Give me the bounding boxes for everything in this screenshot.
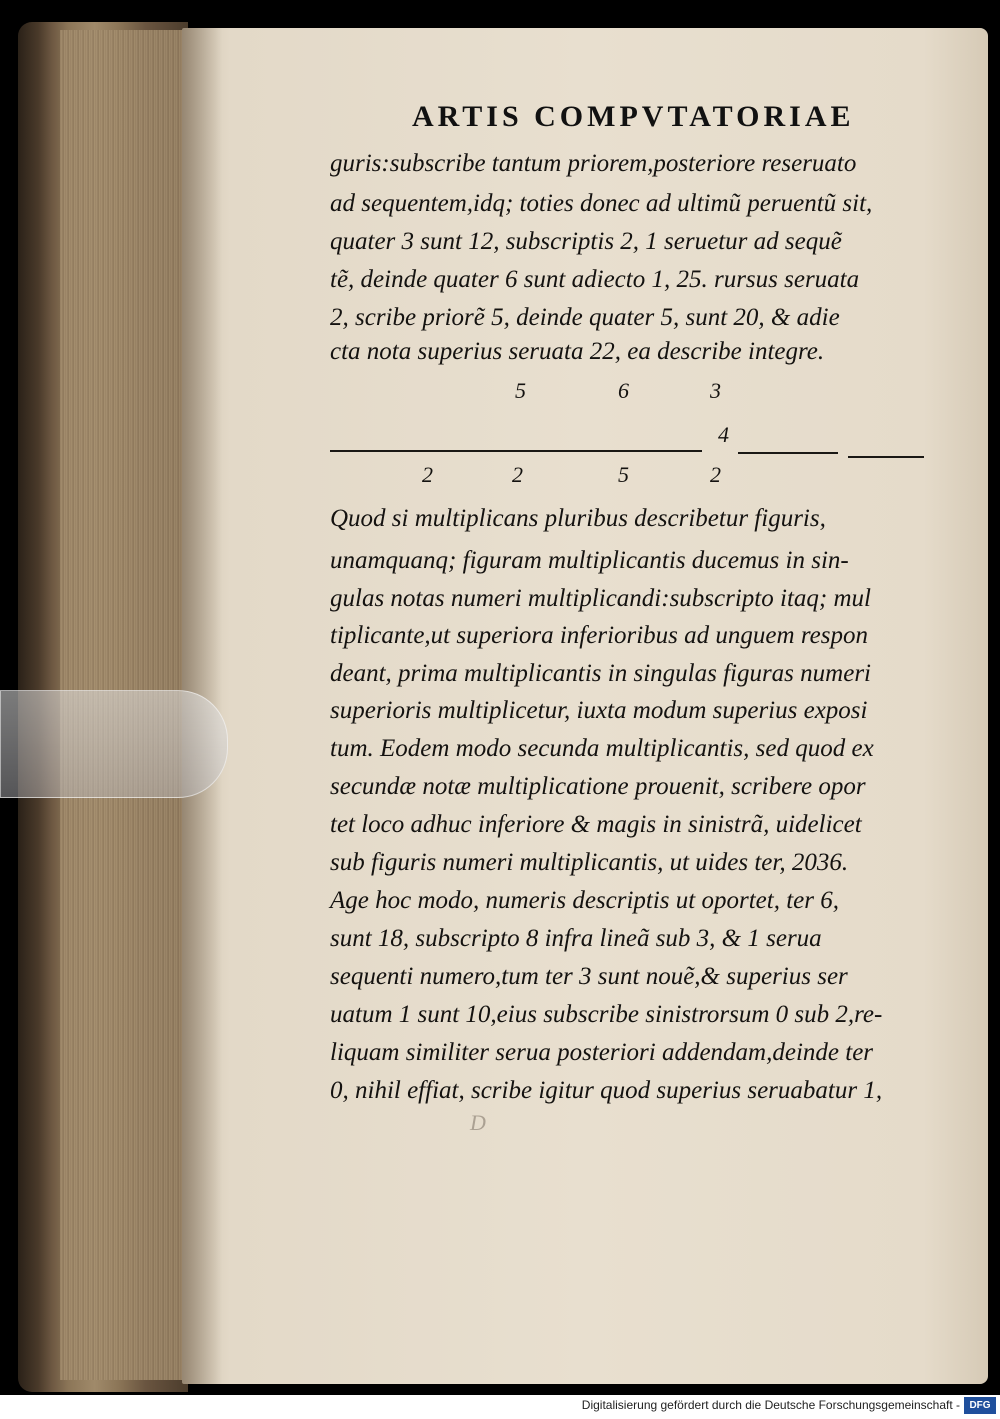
example-top-digit: 6 [618,378,629,403]
example-rule [848,456,924,458]
text-line: quater 3 sunt 12, subscriptis 2, 1 seruetur ad sequẽ [330,228,842,255]
text-line: gulas notas numeri multiplicandi:subscripto itaq; mul [330,585,871,612]
example-bottom-digit: 2 [512,462,523,487]
text-line: tiplicante,ut superiora inferioribus ad unguem respon [330,622,868,649]
funding-credit: Digitalisierung gefördert durch die Deutsche Forschungsgemeinschaft - [581,1398,960,1412]
text-line: liquam similiter serua posteriori addendam,deinde ter [330,1039,874,1066]
text-line: uatum 1 sunt 10,eius subscribe sinistrorsum 0 sub 2,re- [330,1001,883,1028]
text-line: deant, prima multiplicantis in singulas figuras numeri [330,660,871,687]
example-bottom-digit: 2 [422,462,433,487]
text-line: sequenti numero,tum ter 3 sunt nouẽ,& superius ser [330,963,848,990]
text-line: superioris multiplicetur, iuxta modum superius exposi [330,697,868,724]
text-line: Age hoc modo, numeris descriptis ut oportet, ter 6, [330,887,839,914]
text-line: tẽ, deinde quater 6 sunt adiecto 1, 25. rursus seruata [330,266,860,293]
text-line: Quod si multiplicans pluribus describetur figuris, [330,505,826,532]
example-top-digit: 3 [710,378,721,403]
text-line: sub figuris numeri multiplicantis, ut uides ter, 2036. [330,849,849,876]
text-line: tum. Eodem modo secunda multiplicantis, sed quod ex [330,735,874,762]
text-line: unamquanq; figuram multiplicantis ducemus in sin- [330,547,849,574]
footer-bar [0,1395,1000,1419]
example-bottom-digit: 2 [710,462,721,487]
example-multiplier: 4 [718,422,729,447]
text-line: 0, nihil effiat, scribe igitur quod superius seruabatur 1, [330,1077,883,1104]
dfg-logo: DFG [964,1397,996,1414]
running-header: ARTIS COMPVTATORIAE [412,100,855,133]
text-line: tet loco adhuc inferiore & magis in sinistrã, uidelicet [330,811,862,838]
example-bottom-digit: 5 [618,462,629,487]
text-line: 2, scribe priorẽ 5, deinde quater 5, sunt 20, & adie [330,304,840,331]
example-rule [738,452,838,454]
plastic-clip [0,690,228,798]
example-rule [330,450,702,452]
text-line: sunt 18, subscripto 8 infra lineã sub 3, & 1 serua [330,925,822,952]
text-line: ad sequentem,idq; toties donec ad ultimũ peruentũ sit, [330,190,873,217]
text-line: cta nota superius seruata 22, ea describe integre. [330,338,825,365]
signature-mark: D [470,1110,486,1135]
text-line: guris:subscribe tantum priorem,posteriore reseruato [330,150,857,177]
text-line: secundæ notæ multiplicatione prouenit, scribere opor [330,773,866,800]
example-top-digit: 5 [515,378,526,403]
